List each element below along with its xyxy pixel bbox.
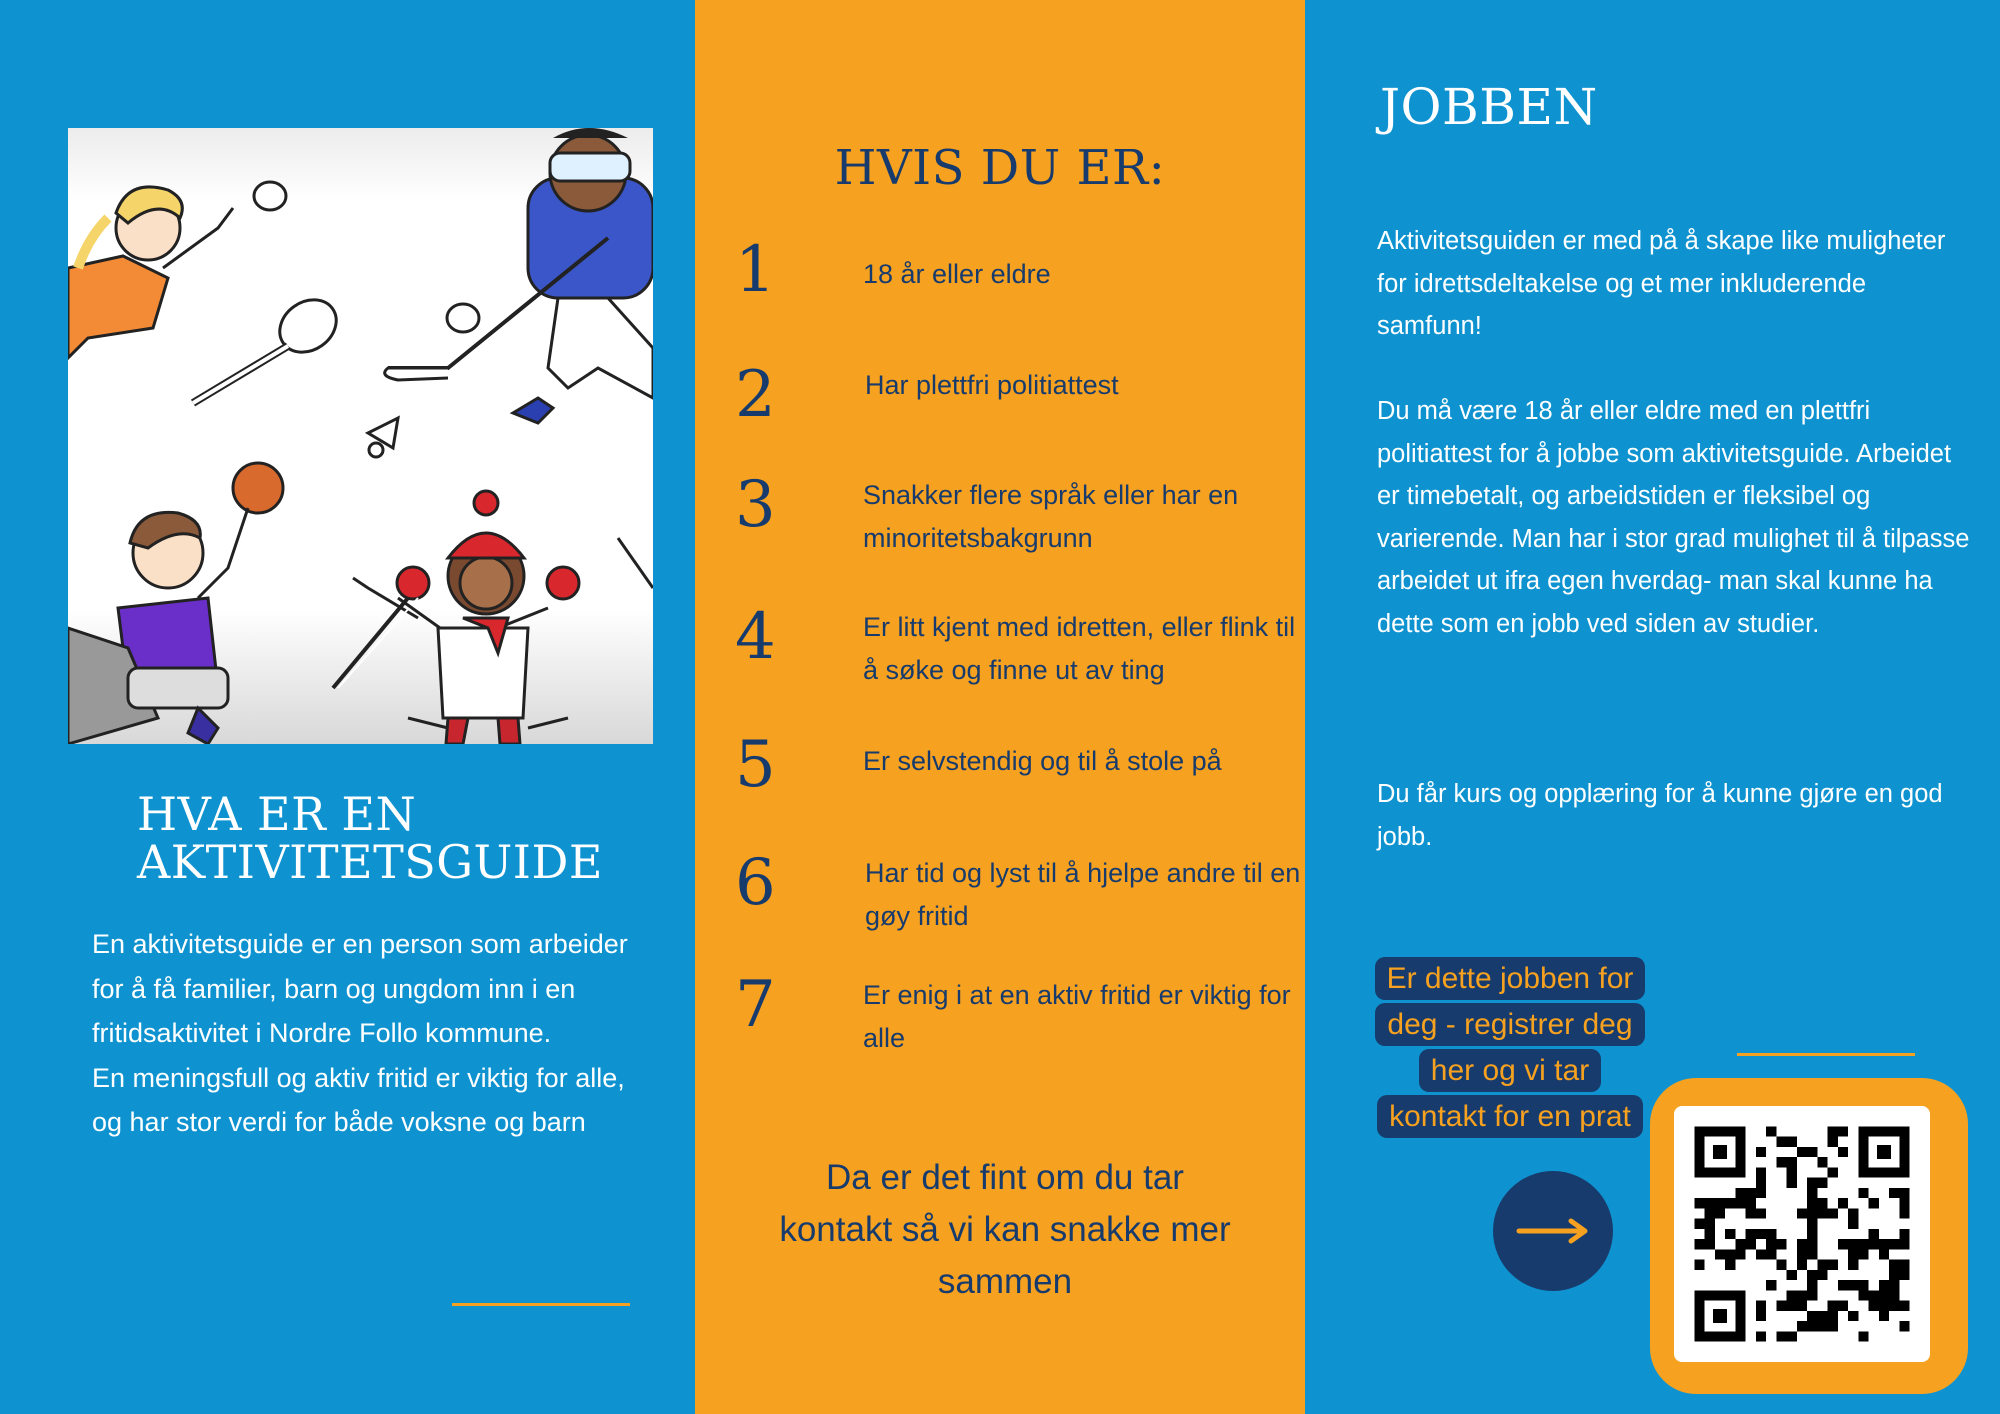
requirement-number: 6 (735, 846, 776, 920)
job-paragraph-3: Du får kurs og opplæring for å kunne gjøre en god jobb. (1377, 780, 1943, 851)
job-paragraph-2: Du må være 18 år eller eldre med en plettfri politiattest for å jobbe som aktivitetsguide. Arbeidet er timebetalt, og arbeidstiden er fleksibel og varierende. Man har i stor grad mulighet til å tilpasse arbeidet ut ifra egen hverdag- man skal kunne ha dette som en jobb ved siden av studier. (1377, 397, 1970, 638)
requirement-text: 18 år eller eldre (863, 259, 1051, 289)
accent-divider (1737, 1053, 1915, 1056)
job-paragraph-1: Aktivitetsguiden er med på å skape like muligheter for idrettsdeltakelse og et mer inkluderende samfunn! (1377, 227, 1946, 340)
requirement-number: 2 (735, 358, 776, 432)
cta-line: Er dette jobben for (1375, 957, 1646, 1000)
what-is-title: HVA ER EN AKTIVITETSGUIDE (137, 787, 603, 889)
job-title: JOBBEN (1380, 78, 1598, 136)
requirement-item (735, 235, 1295, 325)
requirement-number: 4 (735, 600, 776, 674)
requirements-title: HVIS DU ER: (834, 140, 1166, 196)
requirement-number: 5 (735, 728, 776, 802)
register-callout[interactable] (1360, 957, 1660, 1141)
requirement-number: 1 (735, 233, 776, 307)
requirement-item (735, 602, 1295, 692)
requirement-number: 3 (735, 468, 776, 542)
requirement-item (735, 360, 1295, 450)
requirement-text: Snakker flere språk eller har en minoritetsbakgrunn (863, 480, 1239, 553)
requirement-text: Er enig i at en aktiv fritid er viktig for alle (863, 980, 1291, 1053)
arrow-right-icon[interactable] (1493, 1171, 1613, 1291)
middle-panel (695, 0, 1305, 1414)
accent-divider (452, 1303, 630, 1306)
requirement-item (735, 846, 1301, 938)
what-is-body: En aktivitetsguide er en person som arbeider for å få familier, barn og ungdom inn i en fritidsaktivitet i Nordre Follo kommune. En meningsfull og aktiv fritid er viktig for alle, og har stor verdi for både voksne og barn (92, 929, 628, 1137)
qr-code-frame (1650, 1078, 1968, 1394)
requirement-number: 7 (735, 968, 776, 1042)
requirement-text: Er litt kjent med idretten, eller flink til å søke og finne ut av ting (863, 612, 1296, 685)
requirement-text: Er selvstendig og til å stole på (863, 746, 1222, 776)
children-sports-illustration (68, 128, 653, 744)
requirement-item (735, 470, 1295, 560)
cta-line: her og vi tar (1419, 1049, 1601, 1092)
closing-text: Da er det fint om du tar kontakt så vi kan snakke mer sammen (779, 1158, 1231, 1301)
cta-line: deg - registrer deg (1375, 1003, 1644, 1046)
left-panel (0, 0, 695, 1414)
qr-code[interactable] (1674, 1106, 1930, 1362)
cta-line: kontakt for en prat (1377, 1095, 1643, 1138)
requirement-text: Har plettfri politiattest (865, 370, 1119, 400)
requirement-text: Har tid og lyst til å hjelpe andre til en gøy fritid (865, 858, 1301, 931)
right-panel (1305, 0, 2000, 1414)
requirement-item (735, 730, 1295, 820)
requirement-item (735, 970, 1295, 1060)
